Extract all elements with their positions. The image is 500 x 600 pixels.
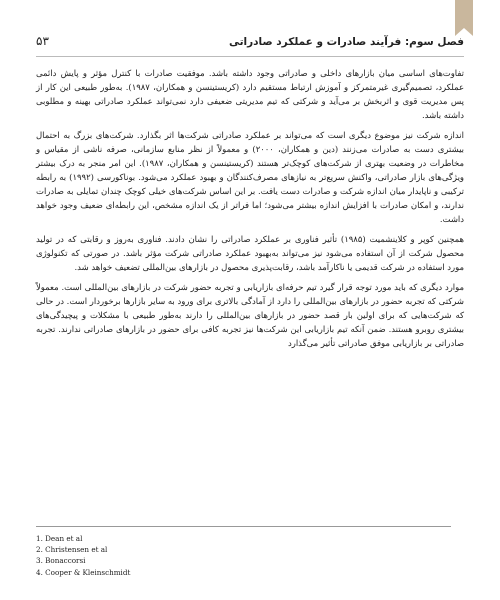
chapter-title: فصل سوم: فرآیند صادرات و عملکرد صادراتی xyxy=(228,36,464,48)
bookmark-ribbon xyxy=(455,0,473,28)
paragraph: تفاوت‌های اساسی میان بازارهای داخلی و صادراتی وجود داشته باشد. موفقیت صادرات با کنترل مؤثر و پایش دائمی عملکرد، تصمیم‌گیری غیرمتمرکز و آموزش ارتباط مستقیم دارد (کریستینسن و همکاران، ۱۹۸۷). به‌طور طبیعی این کار از پس مدیریت قوی و اثربخش بر می‌آید و شرکتی که تیم مدیریتی ضعیفی دارد نمی‌تواند عملکرد صادراتی بهینه و مطلوبی داشته باشد. xyxy=(36,68,464,120)
paragraph: موارد دیگری که باید مورد توجه قرار گیرد تیم حرفه‌ای بازاریابی و تجربه حضور شرکت در بازارهای بین‌المللی است. معمولاً شرکتی که تجربه حضور در بازارهای بین‌المللی را دارد از آمادگی بالاتری برای ورود به سایر بازارها برخوردار است. در حالی که شرکت‌هایی که برای اولین بار قصد حضور در بازارهای بین‌المللی را دارند به‌طور طبیعی با مشکلات و پیچیدگی‌های بیشتری روبرو هستند. ضمن آنکه تیم بازاریابی این شرکت‌ها نیز تجربه کافی برای حضور در بازارهای صادراتی ندارند. تجربه صادراتی بر بازاریابی موفق صادراتی تأثیر می‌گذارد xyxy=(36,282,464,348)
footnote: 1. Dean et al xyxy=(36,534,83,543)
footnote-divider xyxy=(36,526,451,527)
footnote: 4. Cooper & Kleinschmidt xyxy=(36,567,131,577)
header-divider xyxy=(36,56,464,57)
page-number: ۵۳ xyxy=(36,34,49,48)
paragraph: اندازه شرکت نیز موضوع دیگری است که می‌تواند بر عملکرد صادراتی شرکت‌ها اثر بگذارد. شرکت‌های بزرگ به احتمال بیشتری دست به صادرات می‌زنند (دین و همکاران، ۲۰۰۰) و معمولاً از نظر منابع سازمانی، صرفه ناشی از مقیاس و مخاطرات در وضعیت بهتری از شرکت‌های کوچک‌تر هستند (کریستینسن و همکاران، ۱۹۸۷). این امر منجر به درک بیشتر ویژگی‌های بازار صادراتی، واکنش سریع‌تر به نیازهای مصرف‌کنندگان و بهبود عملکرد می‌شود. بوناکورسی (۱۹۹۲) به رابطه ترکیبی و ناپایدار میان اندازه شرکت و صادرات دست یافت. بر این اساس شرکت‌های خیلی کوچک چندان تمایلی به صادرات ندارند، و امکان صادرات با افزایش اندازه بیشتر می‌شود؛ اما فراتر از یک اندازه مشخص، این رابطه‌ای ضعیف وجود خواهد داشت. xyxy=(36,130,465,224)
page-header xyxy=(36,34,464,52)
footnote: 2. Christensen et al xyxy=(36,545,108,555)
paragraph: همچنین کوپر و کلاینشمیت (۱۹۸۵) تأثیر فناوری بر عملکرد صادراتی را نشان دادند. فناوری به‌روز و رقابتی که در تولید محصول شرکت از آن استفاده می‌شود نیز می‌تواند به‌بهبود عملکرد صادراتی شرکت مؤثر باشد. در صورتی که تکنولوژی مورد استفاده در شرکت قدیمی یا ناکارآمد باشد، رقابت‌پذیری محصول در بازارهای بین‌المللی تضعیف خواهد شد. xyxy=(36,234,464,272)
body-text xyxy=(36,66,464,356)
footnotes xyxy=(36,533,130,578)
footnote: 3. Bonaccorsi xyxy=(36,556,86,566)
